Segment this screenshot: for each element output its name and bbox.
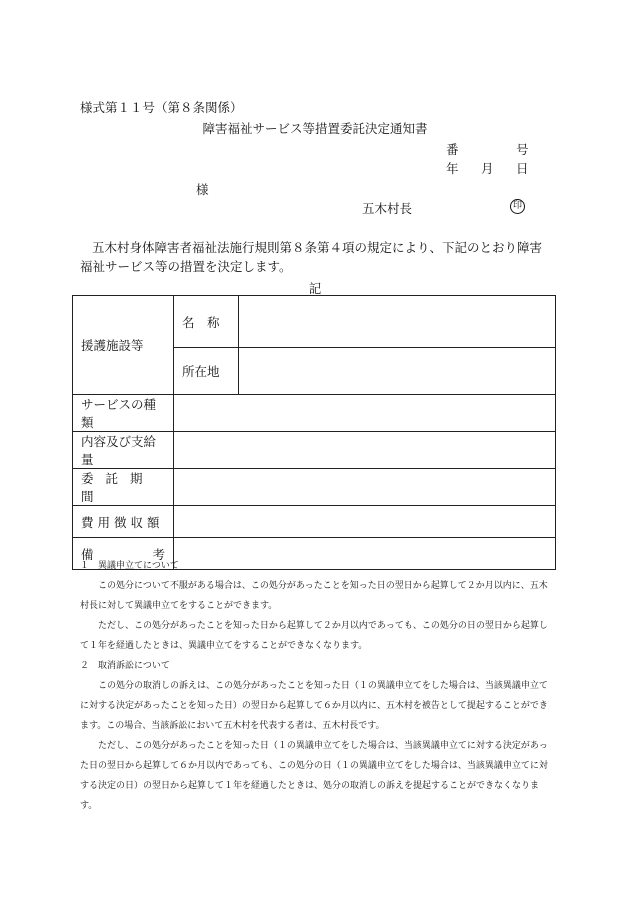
name-label: 名 称 [174, 296, 239, 348]
fee-label: 費用徴収額 [73, 506, 174, 538]
date-month-label: 月 [481, 161, 494, 176]
addressee-honorific: 様 [196, 182, 209, 197]
note-2-paragraph-2: ただし、この処分があったことを知った日（１の異議申立てをした場合は、当該異議申立てに対する決定があった日の翌日から起算して６か月以内であっても、この処分の日（１の異議申立てをした場合は、当該異議申立てに対する決定の日）の翌日から起算して１年を経過したときは、処分の取消しの訴えを提起することができなくなります。 [80, 741, 548, 811]
date-day-label: 日 [516, 161, 529, 176]
table-row [73, 296, 556, 348]
date-year-label: 年 [446, 161, 459, 176]
content-value[interactable] [174, 432, 556, 469]
notes-section [80, 556, 554, 816]
body-paragraph: 五木村身体障害者福祉法施行規則第８条第４項の規定により、下記のとおり障害福祉サービス等の措置を決定します。 [80, 240, 543, 274]
table-row [73, 432, 556, 469]
remarks-label-a: 備 [81, 546, 94, 562]
number-label-go: 号 [516, 142, 529, 157]
note-1-paragraph-1: この処分について不服がある場合は、この処分があったことを知った日の翌日から起算して２か月以内に、五木村長に対して異議申立てをすることができます。 [80, 581, 548, 611]
document-title: 障害福祉サービス等措置委託決定通知書 [202, 121, 428, 136]
location-label: 所在地 [174, 348, 239, 395]
service-type-label: サービスの種類 [73, 395, 174, 432]
table-row [73, 506, 556, 538]
note-2-paragraph-1: この処分の取消しの訴えは、この処分があったことを知った日（１の異議申立てをした場合は、当該異議申立てに対する決定があったことを知った日）の翌日から起算して６か月以内に、五木村を被告として提起することができます。この場合、当該訴訟において五木村を代表する者は、五木村長です。 [80, 681, 548, 731]
facility-label: 援護施設等 [73, 296, 174, 395]
remarks-label-b: 考 [152, 546, 165, 562]
service-type-value[interactable] [174, 395, 556, 432]
note-1-heading: １ 異議申立てについて [80, 561, 179, 571]
location-value[interactable] [239, 348, 556, 395]
ki-heading: 記 [308, 281, 322, 296]
name-value[interactable] [239, 296, 556, 348]
period-value[interactable] [174, 469, 556, 506]
period-label: 委託期間 [73, 469, 174, 506]
note-1-paragraph-2: ただし、この処分があったことを知った日から起算して２か月以内であっても、この処分の日の翌日から起算して１年を経過したときは、異議申立てをすることができなくなります。 [80, 621, 548, 651]
issuer-name: 五木村長 [362, 201, 413, 216]
content-label: 内容及び支給量 [73, 432, 174, 469]
fee-value[interactable] [174, 506, 556, 538]
number-label-ban: 番 [446, 142, 459, 157]
table-row [73, 469, 556, 506]
table-row [73, 395, 556, 432]
note-2-heading: ２ 取消訴訟について [80, 661, 170, 671]
seal-mark: 印 [510, 199, 525, 214]
measure-table [72, 295, 556, 570]
form-number: 様式第１１号（第８条関係） [80, 100, 243, 115]
